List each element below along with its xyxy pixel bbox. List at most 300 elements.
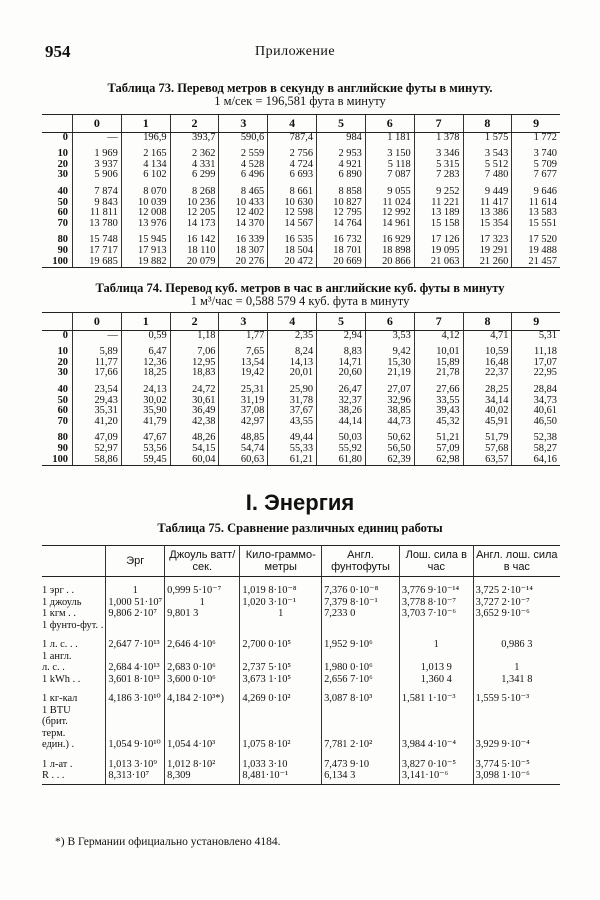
table-cell: 38,26: [317, 406, 366, 417]
table-cell: 4,269 0·10²: [240, 685, 322, 705]
table-cell: 8,313·10⁷: [106, 770, 165, 784]
table-cell: 7 874: [73, 181, 122, 198]
row-label: един.) .: [42, 739, 75, 750]
table-cell: 19 488: [512, 246, 560, 257]
table-cell: 1,020 3·10⁻¹: [240, 597, 322, 609]
table73-subtitle: 1 м/сек = 196,581 фута в минуту: [214, 94, 386, 108]
table-cell: 16 929: [365, 229, 414, 246]
table-cell: 59,45: [121, 455, 170, 466]
table-cell: 1,054 4·10³: [165, 739, 240, 751]
table-cell: 3,53: [365, 330, 414, 341]
table-cell: 33,55: [414, 396, 463, 407]
table-cell: 15,30: [365, 358, 414, 369]
table-cell: 10 236: [170, 198, 219, 209]
table-cell: [399, 620, 473, 632]
table-cell: 15,89: [414, 358, 463, 369]
table-cell: 1,033 3·10: [240, 751, 322, 771]
table-cell: 41,79: [121, 417, 170, 428]
row-label: R . . .: [42, 770, 106, 784]
table-cell: 12,95: [170, 358, 219, 369]
table-row: [42, 143, 560, 160]
table-cell: 57,68: [463, 444, 512, 455]
table-cell: 7 283: [414, 170, 463, 181]
table-cell: 4 528: [219, 160, 268, 171]
corner-cell: [42, 313, 73, 331]
table-cell: 51,79: [463, 427, 512, 444]
table-cell: 19 095: [414, 246, 463, 257]
table-cell: 1,18: [170, 330, 219, 341]
table-cell: [165, 705, 240, 717]
table-cell: 17 913: [121, 246, 170, 257]
table-row: [42, 685, 560, 705]
table-cell: 1,012 8·10²: [165, 751, 240, 771]
section-title: I. Энергия: [245, 490, 355, 515]
table-cell: 393,7: [170, 132, 219, 143]
column-header: 7: [414, 313, 463, 331]
table-cell: 5 512: [463, 160, 512, 171]
table75-title: Таблица 75. Сравнение различных единиц работы: [157, 521, 443, 535]
table-cell: 4 724: [268, 160, 317, 171]
table-cell: 19 685: [73, 257, 122, 268]
table-cell: [106, 651, 165, 663]
table74-subtitle: 1 м³/час = 0,588 579 4 куб. фута в минуту: [190, 294, 410, 308]
table-cell: [473, 651, 560, 663]
column-header: 9: [512, 115, 560, 133]
table-cell: 3,141·10⁻⁶: [399, 770, 473, 784]
column-header: 4: [268, 313, 317, 331]
table-cell: 1: [240, 608, 322, 620]
column-header: 7: [414, 115, 463, 133]
table-cell: 16 142: [170, 229, 219, 246]
page-header: [45, 42, 565, 64]
table-cell: 3,087 8·10³: [322, 685, 400, 705]
table-row: [42, 620, 560, 632]
table-cell: 63,57: [463, 455, 512, 466]
table-cell: 9 449: [463, 181, 512, 198]
table-cell: 46,50: [512, 417, 560, 428]
table-cell: 17 126: [414, 229, 463, 246]
table-cell: 14 567: [268, 219, 317, 230]
table-row: [42, 608, 560, 620]
table-cell: 47,67: [121, 427, 170, 444]
table-cell: 14 173: [170, 219, 219, 230]
table-cell: 32,96: [365, 396, 414, 407]
table-cell: 1 969: [73, 143, 122, 160]
table-cell: 2,647 7·10¹³: [106, 631, 165, 651]
table-cell: 21 260: [463, 257, 512, 268]
table-cell: 1,581 1·10⁻³: [399, 685, 473, 705]
table-cell: 24,72: [170, 379, 219, 396]
table-cell: 11 811: [73, 208, 122, 219]
table-cell: 16 339: [219, 229, 268, 246]
table-cell: [240, 620, 322, 632]
table-cell: 1,019 8·10⁻⁸: [240, 577, 322, 597]
row-label: 1 л. с. . .: [42, 639, 78, 650]
table-cell: 6,134 3: [322, 770, 400, 784]
table-cell: 14,71: [317, 358, 366, 369]
table-cell: 13 976: [121, 219, 170, 230]
table-cell: [473, 716, 560, 728]
table-row: [42, 770, 560, 784]
table-cell: 12 795: [317, 208, 366, 219]
table-cell: 18 110: [170, 246, 219, 257]
table-cell: [106, 716, 165, 728]
table-cell: 20 276: [219, 257, 268, 268]
table-cell: 3,703 7·10⁻⁶: [399, 608, 473, 620]
table-cell: 40,02: [463, 406, 512, 417]
table-cell: 30,61: [170, 396, 219, 407]
column-header: 4: [268, 115, 317, 133]
table-cell: 8,24: [268, 341, 317, 358]
table-cell: [106, 728, 165, 740]
table-cell: [322, 728, 400, 740]
table-row: [42, 739, 560, 751]
table-cell: 22,37: [463, 368, 512, 379]
table-cell: [399, 728, 473, 740]
table-cell: 4,186 3·10¹⁰: [106, 685, 165, 705]
table-cell: 8 465: [219, 181, 268, 198]
table-cell: 18,83: [170, 368, 219, 379]
table-cell: 37,67: [268, 406, 317, 417]
column-header: 6: [365, 115, 414, 133]
table75: [42, 545, 560, 785]
table-cell: 7 480: [463, 170, 512, 181]
table-cell: 31,78: [268, 396, 317, 407]
table-row: [42, 705, 560, 717]
table-cell: 14 961: [365, 219, 414, 230]
table-cell: 3 740: [512, 143, 560, 160]
table-cell: [399, 651, 473, 663]
table-cell: [473, 705, 560, 717]
table-cell: 11 221: [414, 198, 463, 209]
table-cell: 3,725 2·10⁻¹⁴: [473, 577, 560, 597]
row-header: 60: [57, 207, 68, 219]
table-cell: 1,013 3·10⁹: [106, 751, 165, 771]
table-row: [42, 716, 560, 728]
column-header: 2: [170, 115, 219, 133]
column-header: 2: [170, 313, 219, 331]
table-cell: 0,986 3: [473, 631, 560, 651]
table-cell: 20,01: [268, 368, 317, 379]
table-cell: 58,86: [73, 455, 122, 466]
table-cell: 42,38: [170, 417, 219, 428]
table-row: [42, 651, 560, 663]
table-cell: 58,27: [512, 444, 560, 455]
table-row: [42, 662, 560, 674]
table-cell: 1,77: [219, 330, 268, 341]
table-row: [42, 379, 560, 396]
table-cell: 2,35: [268, 330, 317, 341]
row-header: 90: [57, 244, 68, 256]
table-cell: 8,309: [165, 770, 240, 784]
table-cell: 43,55: [268, 417, 317, 428]
table-cell: 1,360 4: [399, 674, 473, 686]
table-cell: 17 323: [463, 229, 512, 246]
table-cell: 1,075 8·10²: [240, 739, 322, 751]
table-cell: 55,33: [268, 444, 317, 455]
row-label: 1 фунто-фут. .: [42, 619, 104, 631]
table-cell: [240, 651, 322, 663]
table-cell: 2 953: [317, 143, 366, 160]
table-cell: 19 882: [121, 257, 170, 268]
table-cell: 4,12: [414, 330, 463, 341]
column-header: 3: [219, 313, 268, 331]
row-header: 40: [57, 185, 68, 197]
table-cell: 1 181: [365, 132, 414, 143]
table-cell: 28,25: [463, 379, 512, 396]
corner-cell: [42, 115, 73, 133]
table-cell: 9 646: [512, 181, 560, 198]
table-row: [42, 751, 560, 771]
table-cell: 16 732: [317, 229, 366, 246]
table-cell: [399, 716, 473, 728]
table-cell: 9,806 2·10⁷: [106, 608, 165, 620]
table-cell: 3,929 9·10⁻⁴: [473, 739, 560, 751]
table-cell: 2 362: [170, 143, 219, 160]
table74: [42, 312, 560, 466]
table-cell: 62,39: [365, 455, 414, 466]
table-cell: [165, 651, 240, 663]
column-header: 0: [73, 115, 122, 133]
table-row: [42, 728, 560, 740]
column-header: Англ. фунтофуты: [322, 546, 400, 577]
table-cell: 34,14: [463, 396, 512, 407]
table-cell: 196,9: [121, 132, 170, 143]
row-header: 10: [57, 346, 68, 358]
table-cell: 12,36: [121, 358, 170, 369]
table-cell: 20 669: [317, 257, 366, 268]
table-cell: 49,44: [268, 427, 317, 444]
column-header: 3: [219, 115, 268, 133]
table-row: [42, 330, 560, 341]
table-cell: 1 772: [512, 132, 560, 143]
table-cell: 7,233 0: [322, 608, 400, 620]
table-cell: 20 079: [170, 257, 219, 268]
table-cell: 26,47: [317, 379, 366, 396]
row-label: (брит.: [42, 716, 68, 727]
table-cell: 51,21: [414, 427, 463, 444]
table-cell: 0,999 5·10⁻⁷: [165, 577, 240, 597]
table-cell: 44,73: [365, 417, 414, 428]
table-cell: 54,74: [219, 444, 268, 455]
table74-title: Таблица 74. Перевод куб. метров в час в английские куб. футы в минуту: [95, 281, 505, 295]
row-label: л. с. .: [42, 662, 65, 673]
row-label: 1 англ.: [42, 650, 72, 662]
table-cell: 9,42: [365, 341, 414, 358]
table-cell: [473, 620, 560, 632]
table-cell: 10,01: [414, 341, 463, 358]
table-cell: 5 118: [365, 160, 414, 171]
table-cell: 3 543: [463, 143, 512, 160]
table-cell: 14 370: [219, 219, 268, 230]
column-header: Лош. сила в час: [399, 546, 473, 577]
row-header: 70: [57, 415, 68, 427]
table-cell: 40,61: [512, 406, 560, 417]
row-header: 80: [57, 432, 68, 444]
column-header: 5: [317, 313, 366, 331]
table-cell: 11,77: [73, 358, 122, 369]
table-cell: 36,49: [170, 406, 219, 417]
table-cell: 17,07: [512, 358, 560, 369]
table-cell: 9 055: [365, 181, 414, 198]
table-cell: 34,73: [512, 396, 560, 407]
table-cell: 45,91: [463, 417, 512, 428]
table-cell: 10 630: [268, 198, 317, 209]
table-row: [42, 368, 560, 379]
table-cell: 12 402: [219, 208, 268, 219]
table-cell: 2,684 4·10¹³: [106, 662, 165, 674]
table-cell: [106, 705, 165, 717]
column-header: 6: [365, 313, 414, 331]
table-cell: 3 346: [414, 143, 463, 160]
row-header: 0: [62, 329, 68, 341]
table-cell: 16,48: [463, 358, 512, 369]
table-cell: 35,90: [121, 406, 170, 417]
table-cell: 2,646 4·10⁶: [165, 631, 240, 651]
row-header: 60: [57, 405, 68, 417]
table73: [42, 114, 560, 268]
table-cell: 5,31: [512, 330, 560, 341]
table-cell: 6 890: [317, 170, 366, 181]
table-cell: 17,66: [73, 368, 122, 379]
table-cell: 8,481·10⁻¹: [240, 770, 322, 784]
table-cell: 15 158: [414, 219, 463, 230]
table-cell: 3,601 8·10¹³: [106, 674, 165, 686]
table-row: [42, 417, 560, 428]
corner-cell: [42, 546, 106, 577]
table-cell: 18 307: [219, 246, 268, 257]
row-header: 40: [57, 383, 68, 395]
table-cell: 7,379 8·10⁻¹: [322, 597, 400, 609]
table-cell: 7 087: [365, 170, 414, 181]
table-cell: 10,59: [463, 341, 512, 358]
table-cell: [322, 716, 400, 728]
table-cell: 48,85: [219, 427, 268, 444]
table-cell: [399, 705, 473, 717]
table-cell: 50,03: [317, 427, 366, 444]
table-cell: 35,31: [73, 406, 122, 417]
table-cell: 27,66: [414, 379, 463, 396]
table-cell: 15 945: [121, 229, 170, 246]
table-cell: 13 189: [414, 208, 463, 219]
table-cell: 10 433: [219, 198, 268, 209]
table-cell: 3 150: [365, 143, 414, 160]
table-cell: 12 598: [268, 208, 317, 219]
table-cell: —: [73, 330, 122, 341]
table-row: [42, 597, 560, 609]
row-header: 20: [57, 158, 68, 170]
table-cell: 14 764: [317, 219, 366, 230]
table-row: [42, 181, 560, 198]
table-row: [42, 132, 560, 143]
table-cell: 10 827: [317, 198, 366, 209]
table-cell: [322, 620, 400, 632]
table-cell: 28,84: [512, 379, 560, 396]
table-cell: 984: [317, 132, 366, 143]
row-header: 50: [57, 196, 68, 208]
row-header: 70: [57, 217, 68, 229]
row-header: 10: [57, 148, 68, 160]
table-cell: 1,054 9·10¹⁰: [106, 739, 165, 751]
table-cell: 5 315: [414, 160, 463, 171]
row-label: 1 джоуль: [42, 596, 82, 608]
table-cell: 25,90: [268, 379, 317, 396]
table-cell: 7,781 2·10²: [322, 739, 400, 751]
row-label: 1 эрг . .: [42, 585, 75, 596]
table-cell: 18 504: [268, 246, 317, 257]
column-header: Англ. лош. сила в час: [473, 546, 560, 577]
table-row: [42, 444, 560, 455]
table-cell: 20,60: [317, 368, 366, 379]
table-cell: 2,656 7·10⁶: [322, 674, 400, 686]
table-cell: 8 268: [170, 181, 219, 198]
column-header: Эрг: [106, 546, 165, 577]
running-title: Приложение: [255, 44, 336, 59]
table-cell: 42,97: [219, 417, 268, 428]
row-label: 1 л-ат .: [42, 758, 73, 770]
table-cell: [240, 728, 322, 740]
table-cell: 6 102: [121, 170, 170, 181]
table-cell: 62,98: [414, 455, 463, 466]
table-cell: 5 906: [73, 170, 122, 181]
table-cell: 1,000 51·10⁷: [106, 597, 165, 609]
table-cell: 7,376 0·10⁻⁸: [322, 577, 400, 597]
row-header: 30: [57, 367, 68, 379]
table-cell: 3,776 9·10⁻¹⁴: [399, 577, 473, 597]
table-cell: 2,683 0·10⁶: [165, 662, 240, 674]
table-cell: 5,89: [73, 341, 122, 358]
column-header: 8: [463, 313, 512, 331]
table-cell: 1: [106, 577, 165, 597]
table-cell: 11 614: [512, 198, 560, 209]
row-header: 90: [57, 442, 68, 454]
table-cell: 15 354: [463, 219, 512, 230]
table-cell: 21 063: [414, 257, 463, 268]
table-cell: 6 693: [268, 170, 317, 181]
table-row: [42, 219, 560, 230]
table-cell: 14,13: [268, 358, 317, 369]
row-label: 1 кг-кал: [42, 693, 78, 704]
column-header: 8: [463, 115, 512, 133]
table-cell: 21 457: [512, 257, 560, 268]
table-cell: 787,4: [268, 132, 317, 143]
table-cell: 4 134: [121, 160, 170, 171]
table-cell: 4 331: [170, 160, 219, 171]
table-cell: 44,14: [317, 417, 366, 428]
table-cell: [240, 716, 322, 728]
table-cell: 19,42: [219, 368, 268, 379]
table-cell: 3 937: [73, 160, 122, 171]
table-cell: 3,727 2·10⁻⁷: [473, 597, 560, 609]
table-cell: [240, 705, 322, 717]
table-cell: 60,04: [170, 455, 219, 466]
table-cell: [165, 716, 240, 728]
table-cell: 18 898: [365, 246, 414, 257]
table-cell: 2 165: [121, 143, 170, 160]
table-cell: 9,801 3: [165, 608, 240, 620]
column-header: 1: [121, 313, 170, 331]
table-cell: [322, 705, 400, 717]
table-cell: 60,63: [219, 455, 268, 466]
table-cell: 15 748: [73, 229, 122, 246]
table-row: [42, 455, 560, 466]
table-cell: 8,83: [317, 341, 366, 358]
table-cell: 4,184 2·10³*): [165, 685, 240, 705]
table-cell: 13 583: [512, 208, 560, 219]
table-cell: 21,19: [365, 368, 414, 379]
table-cell: 38,85: [365, 406, 414, 417]
table-cell: 1,341 8: [473, 674, 560, 686]
